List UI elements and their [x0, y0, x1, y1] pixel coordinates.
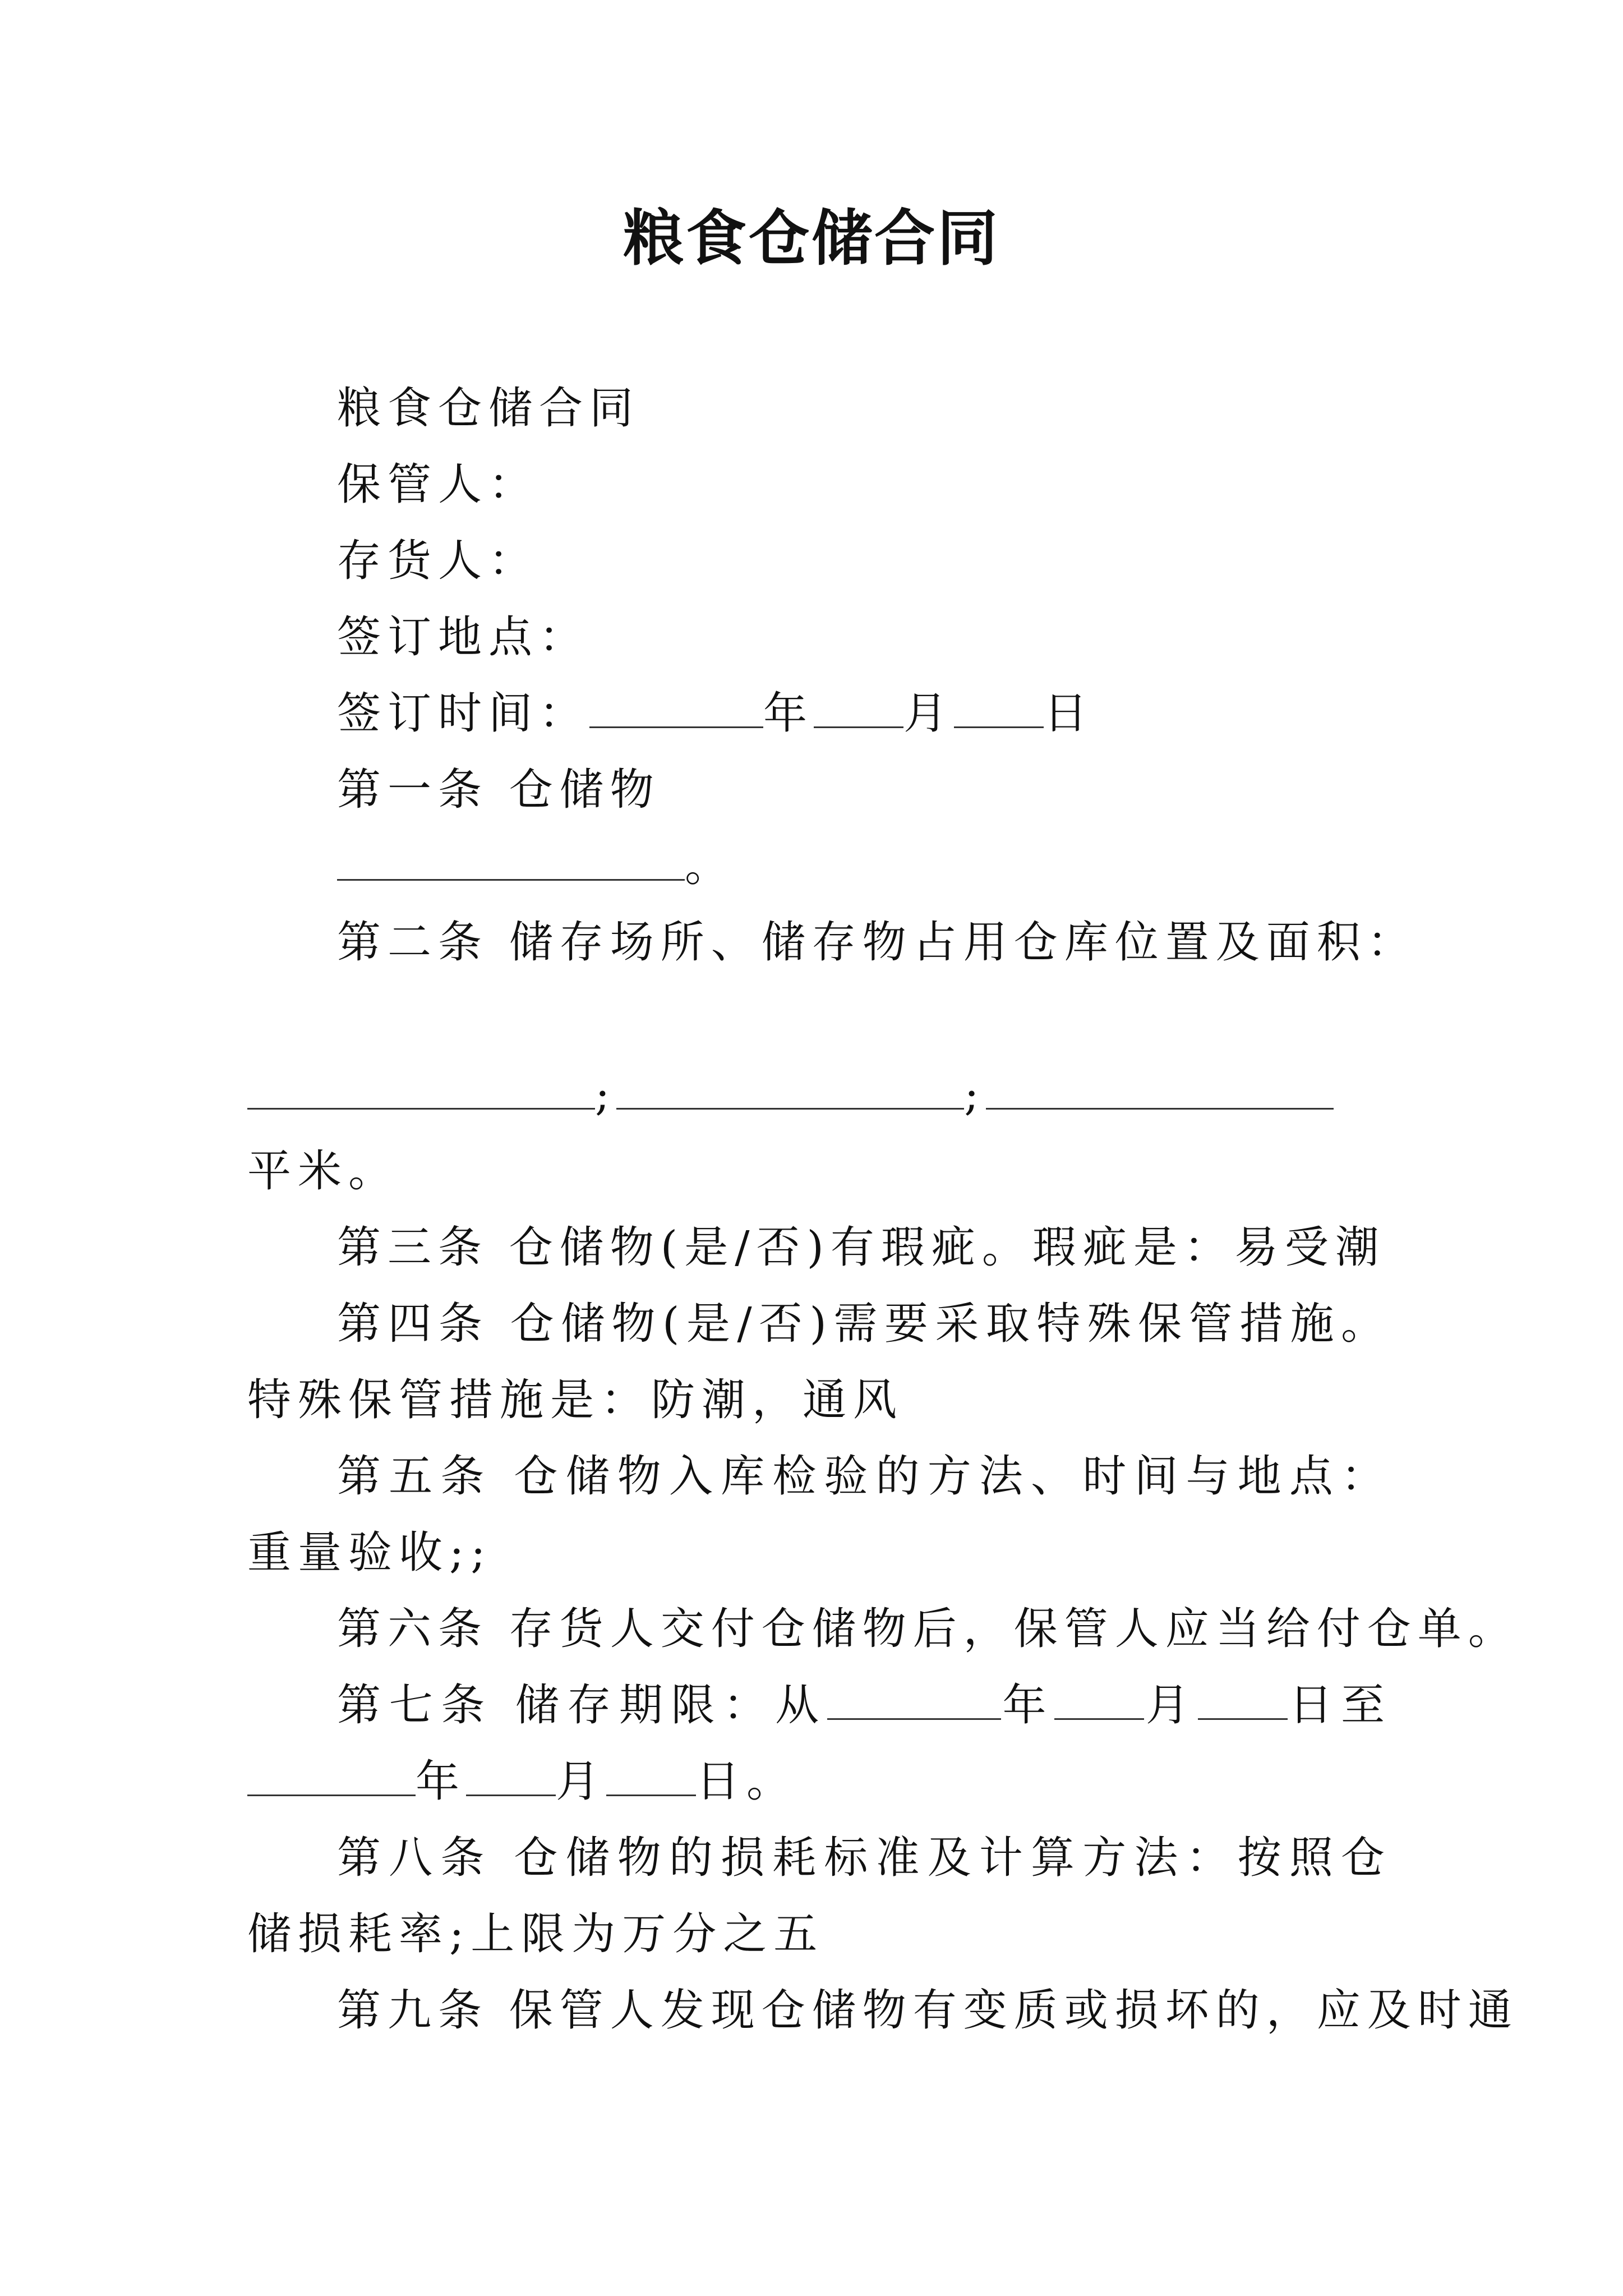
month-blank — [814, 692, 903, 728]
place-blank-3 — [986, 1073, 1334, 1110]
article-2: 第二条 储存场所、储存物占用仓库位置及面积： — [337, 917, 1418, 968]
article-1-blank-line — [247, 828, 1391, 904]
day-blank — [954, 692, 1044, 728]
place-blank-1 — [247, 1073, 595, 1110]
article-6: 第六条 存货人交付仓储物后，保管人应当给付仓单。 — [337, 1604, 1519, 1654]
period-mark: 。 — [685, 841, 736, 891]
article-5: 第五条 仓储物入库检验的方法、时间与地点：重量验收;; — [247, 1451, 1391, 1578]
keeper-line: 保管人： — [337, 459, 540, 510]
document-body — [247, 370, 1519, 2049]
start-year-blank — [827, 1683, 1001, 1720]
start-month-blank — [1054, 1683, 1144, 1720]
month-label: 月 — [903, 688, 955, 739]
article-8: 第八条 仓储物的损耗标准及计算方法：按照仓储损耗率;上限为万分之五 — [247, 1833, 1391, 1959]
article-9: 第九条 保管人发现仓储物有变质或损坏的，应及时通 — [337, 1985, 1519, 2036]
article-4: 第四条 仓储物(是/否)需要采取特殊保管措施。特殊保管措施是：防潮，通风 — [247, 1299, 1391, 1425]
signing-time-line — [247, 675, 1391, 752]
article-3: 第三条 仓储物(是/否)有瑕疵。瑕疵是：易受潮 — [337, 1222, 1386, 1273]
end-year-label: 年 — [416, 1756, 467, 1807]
article-7-head: 第七条 储存期限：从 — [337, 1680, 827, 1731]
end-day-blank — [606, 1760, 696, 1796]
semicolon-1: ; — [595, 1070, 617, 1120]
article-1: 第一条 仓储物 — [337, 765, 661, 815]
start-month-label: 月 — [1144, 1680, 1198, 1731]
semicolon-2: ; — [964, 1070, 986, 1120]
spacer — [247, 981, 1391, 1057]
day-label: 日 — [1044, 688, 1095, 739]
year-blank — [589, 692, 763, 728]
depositor-line: 存货人： — [337, 536, 540, 586]
storage-item-blank — [337, 844, 685, 881]
start-day-to-label: 日至 — [1287, 1680, 1391, 1731]
start-year-label: 年 — [1000, 1680, 1055, 1731]
end-month-blank — [466, 1760, 556, 1796]
article-7 — [247, 1667, 1391, 1820]
article-2-blanks-line — [247, 1057, 1391, 1133]
area-unit-line: 平米。 — [247, 1146, 399, 1197]
subtitle-line: 粮食仓储合同 — [337, 383, 640, 434]
place-blank-2 — [616, 1073, 964, 1110]
document-title: 粮食仓储合同 — [623, 203, 1000, 274]
end-day-label: 日。 — [696, 1756, 797, 1807]
end-month-label: 月 — [556, 1756, 607, 1807]
year-label: 年 — [763, 688, 814, 739]
end-year-blank — [247, 1760, 416, 1796]
signing-time-label: 签订时间： — [337, 688, 590, 739]
start-day-blank — [1198, 1683, 1288, 1720]
signing-place-line: 签订地点： — [337, 612, 590, 662]
